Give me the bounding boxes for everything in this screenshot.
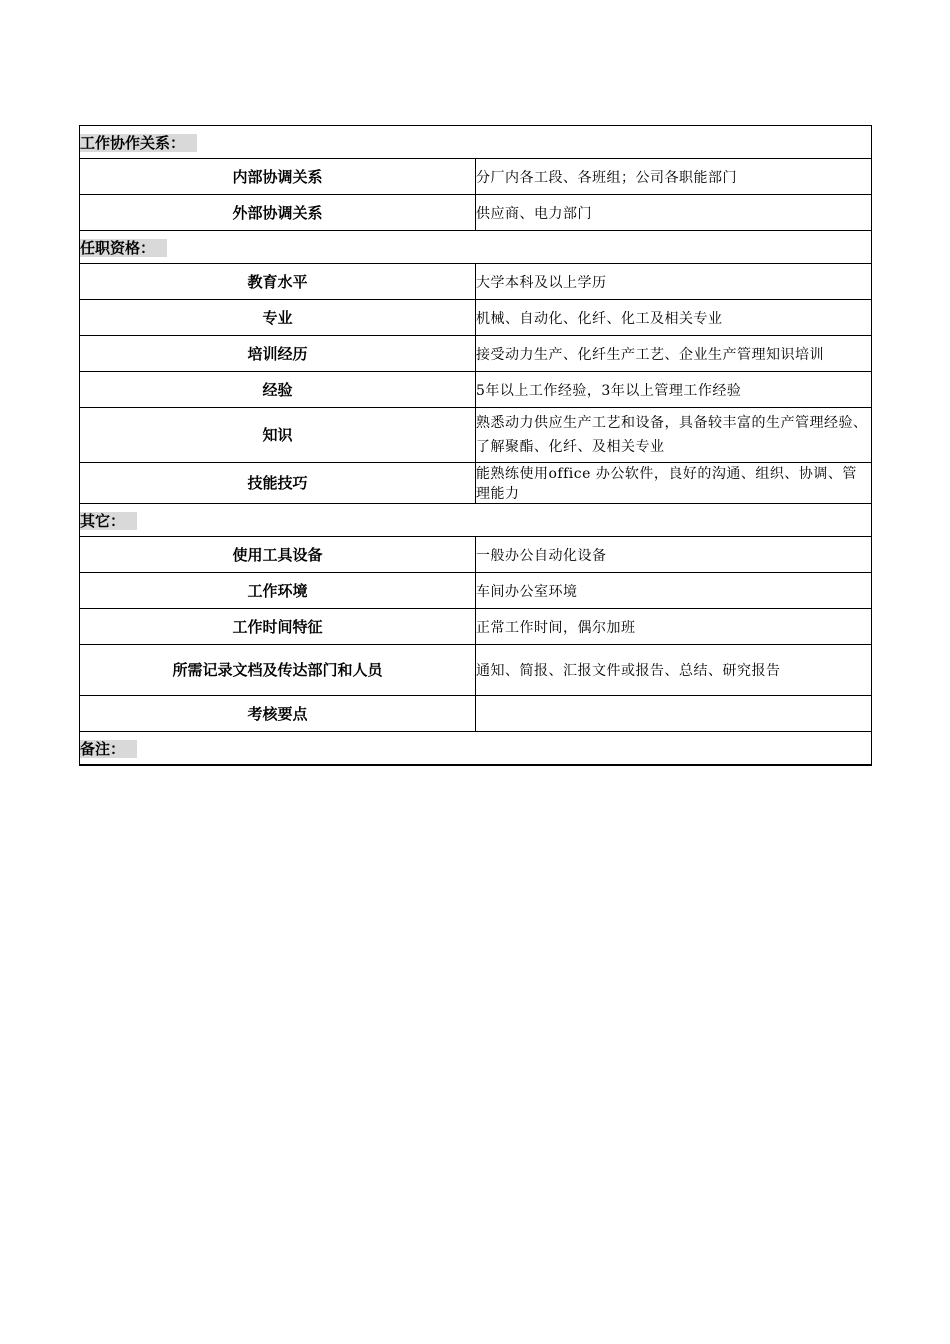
table-row [80,159,872,195]
job-description-table [79,125,872,766]
section-header-collab [80,126,872,159]
table-row [80,195,872,231]
row-label: 工作环境 [80,573,476,609]
row-label: 专业 [80,300,476,336]
row-label: 教育水平 [80,264,476,300]
section-title: 任职资格： [80,239,167,257]
table-row [80,609,872,645]
row-label: 培训经历 [80,336,476,372]
table-row [80,537,872,573]
row-value: 通知、简报、汇报文件或报告、总结、研究报告 [476,645,872,696]
row-value: 能熟练使用office 办公软件，良好的沟通、组织、协调、管理能力 [476,463,872,504]
table-row [80,408,872,463]
row-value: 5年以上工作经验，3年以上管理工作经验 [476,372,872,408]
table-row [80,372,872,408]
row-label: 知识 [80,408,476,463]
row-value: 供应商、电力部门 [476,195,872,231]
table-row [80,264,872,300]
row-label: 工作时间特征 [80,609,476,645]
row-label: 使用工具设备 [80,537,476,573]
section-header-qualifications [80,231,872,264]
row-value: 熟悉动力供应生产工艺和设备，具备较丰富的生产管理经验、了解聚酯、化纤、及相关专业 [476,408,872,463]
table-row [80,573,872,609]
section-title: 工作协作关系： [80,134,197,152]
row-value: 分厂内各工段、各班组；公司各职能部门 [476,159,872,195]
row-value: 机械、自动化、化纤、化工及相关专业 [476,300,872,336]
section-title: 其它： [80,512,137,530]
row-value: 一般办公自动化设备 [476,537,872,573]
row-label: 技能技巧 [80,463,476,504]
table-row [80,696,872,732]
row-label: 所需记录文档及传达部门和人员 [80,645,476,696]
row-value: 接受动力生产、化纤生产工艺、企业生产管理知识培训 [476,336,872,372]
row-value: 大学本科及以上学历 [476,264,872,300]
row-label: 经验 [80,372,476,408]
table-row [80,463,872,504]
section-header-other [80,504,872,537]
row-value: 正常工作时间，偶尔加班 [476,609,872,645]
row-label: 考核要点 [80,696,476,732]
section-title: 备注： [80,740,137,758]
row-value [476,696,872,732]
row-label: 外部协调关系 [80,195,476,231]
row-value: 车间办公室环境 [476,573,872,609]
table-row [80,300,872,336]
table-row [80,336,872,372]
section-header-notes [80,732,872,766]
table-row [80,645,872,696]
row-label: 内部协调关系 [80,159,476,195]
